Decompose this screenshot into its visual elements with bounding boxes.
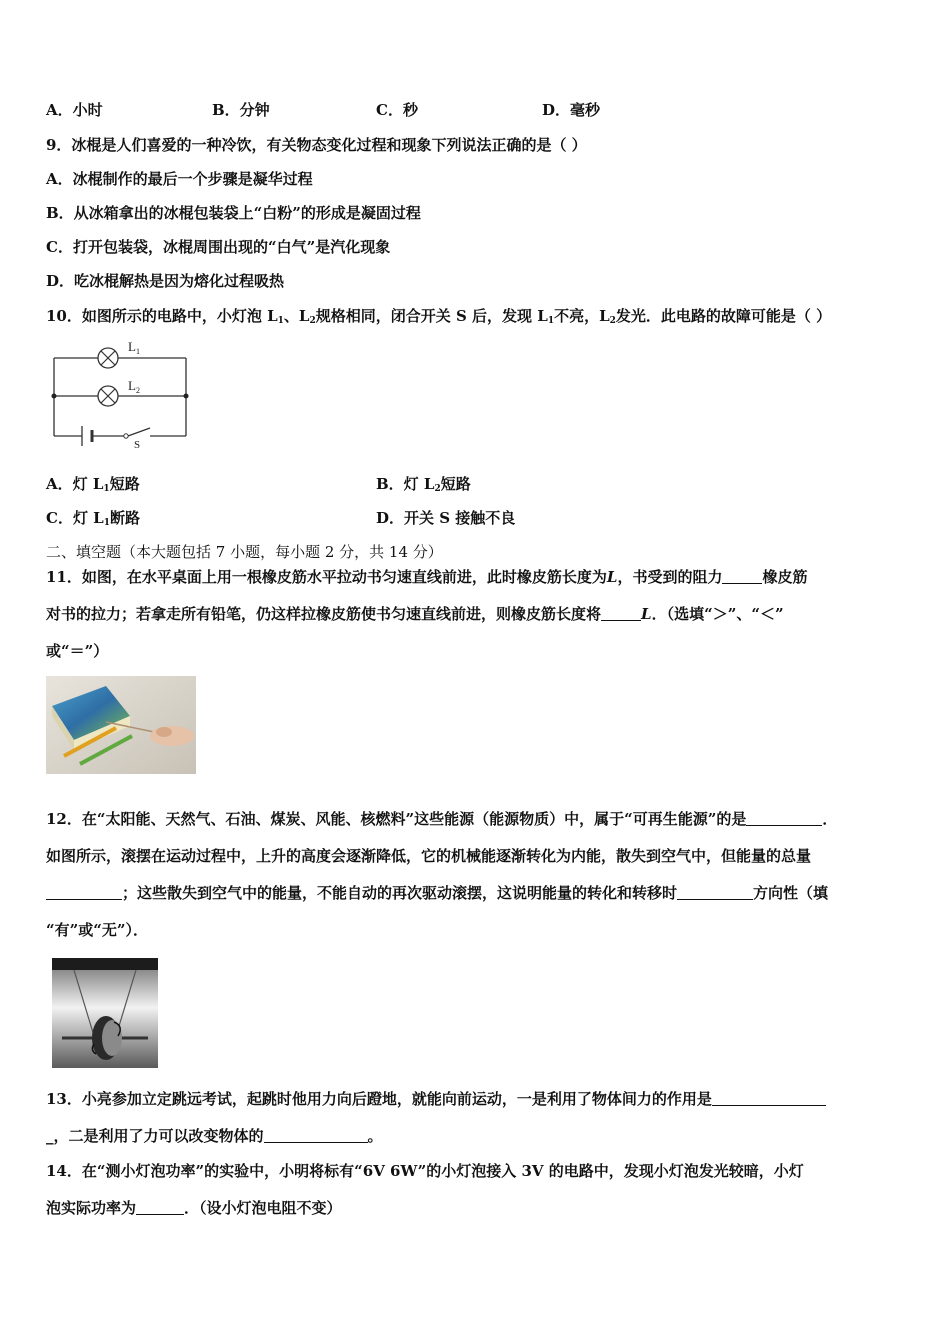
q9-option-a: A．冰棍制作的最后一个步骤是凝华过程 (46, 170, 313, 188)
label-l2-sub: 2 (136, 386, 140, 395)
q12-blank-2 (46, 885, 122, 900)
battery-icon (82, 426, 92, 446)
lamp-l1-icon (98, 348, 118, 368)
label-l2: L (128, 378, 136, 393)
q11-line-1: 11．如图，在水平桌面上用一根橡皮筋水平拉动书匀速直线前进，此时橡皮筋长度为L，书受到的阻力 橡皮筋 (46, 568, 808, 586)
q14-blank-1 (136, 1200, 184, 1215)
q11-line-2: 对书的拉力；若拿走所有铅笔，仍这样拉橡皮筋使书匀速直线前进，则橡皮筋长度将 L．（选填“＞”、“＜” (46, 605, 784, 623)
q8-option-c: C．秒 (376, 101, 418, 119)
circuit-diagram (46, 338, 196, 448)
q10-stem: 10．如图所示的电路中，小灯泡 $L_1$、$L_2$规格相同，闭合开关 S 后，发现 $L_1$不亮，$L_2$发光．此电路的故障可能是（ ） (46, 307, 832, 326)
q11-blank-2 (601, 606, 641, 621)
q13-blank-2 (264, 1128, 368, 1143)
q12-line-2: 如图所示，滚摆在运动过程中，上升的高度会逐渐降低，它的机械能逐渐转化为内能，散失到空气中，但能量的总量 (46, 847, 812, 865)
label-l1: L (128, 339, 136, 354)
q10-option-d: D．开关 S 接触不良 (376, 509, 516, 527)
q13-line-1: 13．小亮参加立定跳远考试，起跳时他用力向后蹬地，就能向前运动，一是利用了物体间力的作用是 (46, 1089, 826, 1109)
q12-line-3: ；这些散失到空气中的能量，不能自动的再次驱动滚摆，这说明能量的转化和转移时 方向性（填 (46, 883, 828, 903)
q9-option-d: D．吃冰棍解热是因为熔化过程吸热 (46, 272, 285, 290)
q12-blank-1 (746, 811, 822, 826)
q11-line-3: 或“＝”） (46, 642, 109, 660)
q14-line-2: 泡实际功率为 ．（设小灯泡电阻不变） (46, 1199, 342, 1217)
q12-blank-3 (677, 885, 753, 900)
label-l1-sub: 1 (136, 347, 140, 356)
section-2-heading: 二、填空题（本大题包括 7 小题，每小题 2 分，共 14 分） (46, 543, 443, 561)
junction-dot-left (52, 394, 57, 399)
q10-option-b: B．灯 $L_2$短路 (376, 475, 471, 494)
q14-line-1: 14．在“测小灯泡功率”的实验中，小明将标有“6V 6W”的小灯泡接入 3V 的电路中，发现小灯泡发光较暗，小灯 (46, 1162, 804, 1180)
q9-stem: 9．冰棍是人们喜爱的一种冷饮，有关物态变化过程和现象下列说法正确的是（ ） (46, 136, 587, 154)
switch-icon (124, 434, 128, 438)
book-rubber-band-photo (46, 676, 196, 774)
rolling-pendulum-photo (52, 958, 158, 1068)
q9-option-c: C．打开包装袋，冰棍周围出现的“白气”是汽化现象 (46, 238, 391, 256)
q13-blank-1 (712, 1091, 826, 1106)
q13-line-2: _，二是利用了力可以改变物体的 。 (46, 1127, 383, 1145)
q8-option-a: A．小时 (46, 101, 103, 119)
q8-option-b: B．分钟 (212, 101, 270, 119)
lamp-l2-icon (98, 386, 118, 406)
q12-line-4: “有”或“无”）． (46, 921, 149, 939)
label-switch: S (134, 439, 141, 448)
q8-option-d: D．毫秒 (542, 101, 601, 119)
q9-option-b: B．从冰箱拿出的冰棍包装袋上“白粉”的形成是凝固过程 (46, 204, 421, 222)
junction-dot-right (184, 394, 189, 399)
q11-blank-1 (722, 569, 762, 584)
q12-line-1: 12．在“太阳能、天然气、石油、煤炭、风能、核燃料”这些能源（能源物质）中，属于“可再生能源”的是 ． (46, 810, 838, 828)
q10-option-a: A．灯 $L_1$短路 (46, 475, 140, 494)
q10-option-c: C．灯 $L_1$断路 (46, 509, 140, 528)
